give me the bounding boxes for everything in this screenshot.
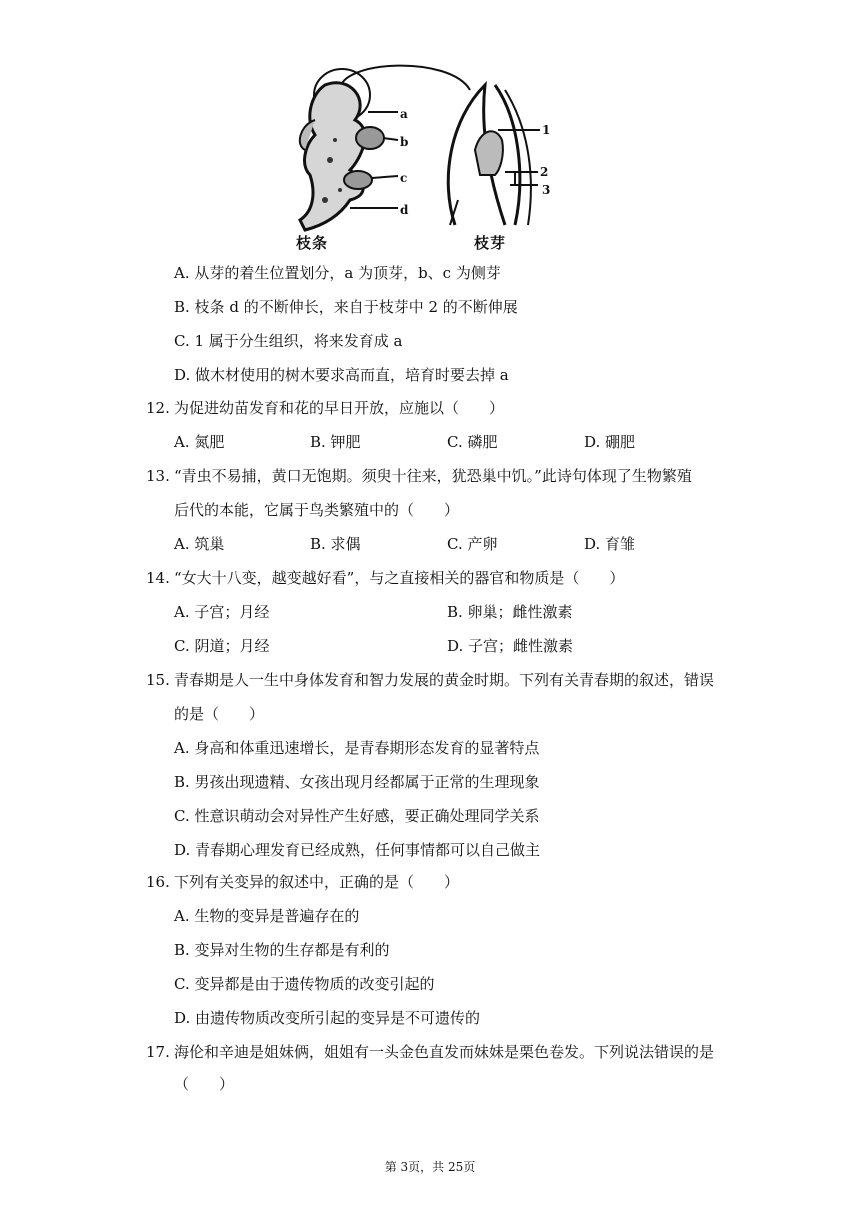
bud-label: 枝芽 [474,234,507,252]
q17-number: 17. [146,1043,170,1061]
q15-option-d: D. 青春期心理发育已经成熟，任何事情都可以自己做主 [174,841,541,859]
label-b: b [400,135,409,149]
q16-option-b: B. 变异对生物的生存都是有利的 [174,941,390,959]
q12-number: 12. [146,399,170,417]
label-2: 2 [540,165,549,179]
q15-stem-line2: 的是（ ） [174,705,265,723]
q16-option-c: C. 变异都是由于遗传物质的改变引起的 [174,975,435,993]
q13-stem-line1: “青虫不易捕，黄口无饱期。须臾十往来，犹恐巢中饥。”此诗句体现了生物繁殖 [174,467,692,485]
q14-option-c: C. 阴道；月经 [174,637,270,655]
figure-drawing [280,60,580,260]
q14-option-a: A. 子宫；月经 [174,603,270,621]
branch-label: 枝条 [296,234,329,252]
q15-number: 15. [146,671,170,689]
q14-stem: “女大十八变，越变越好看”，与之直接相关的器官和物质是（ ） [174,569,625,587]
q15-option-b: B. 男孩出现遗精、女孩出现月经都属于正常的生理现象 [174,773,540,791]
q17-stem-line1: 海伦和辛迪是姐妹俩，姐姐有一头金色直发而妹妹是栗色卷发。下列说法错误的是 [174,1043,715,1061]
q13-option-c: C. 产卵 [447,535,498,553]
q13-number: 13. [146,467,170,485]
q11-option-b: B. 枝条 d 的不断伸长，来自于枝芽中 2 的不断伸展 [174,298,518,316]
label-d: d [400,203,409,217]
q15-option-c: C. 性意识萌动会对异性产生好感，要正确处理同学关系 [174,807,540,825]
page-footer: 第 3页，共 25页 [384,1160,476,1174]
label-3: 3 [542,183,551,197]
label-c: c [400,171,408,185]
q13-option-a: A. 筑巢 [174,535,225,553]
label-a: a [400,107,408,121]
q16-number: 16. [146,873,170,891]
q16-option-a: A. 生物的变异是普遍存在的 [174,907,360,925]
q14-number: 14. [146,569,170,587]
q16-stem: 下列有关变异的叙述中，正确的是（ ） [174,873,460,891]
q15-option-a: A. 身高和体重迅速增长，是青春期形态发育的显著特点 [174,739,540,757]
q13-stem-line2: 后代的本能，它属于鸟类繁殖中的（ ） [174,501,460,519]
q12-stem: 为促进幼苗发育和花的早日开放，应施以（ ） [174,399,505,417]
q17-stem-line2: （ ） [174,1075,235,1093]
q11-option-c: C. 1 属于分生组织，将来发育成 a [174,332,403,350]
q12-option-c: C. 磷肥 [447,433,498,451]
q16-option-d: D. 由遗传物质改变所引起的变异是不可遗传的 [174,1009,481,1027]
q14-option-d: D. 子宫；雌性激素 [447,637,574,655]
q12-option-d: D. 硼肥 [584,433,636,451]
q12-option-a: A. 氮肥 [174,433,225,451]
q12-option-b: B. 钾肥 [310,433,361,451]
q13-option-b: B. 求偶 [310,535,361,553]
q11-option-a: A. 从芽的着生位置划分，a 为顶芽，b、c 为侧芽 [174,264,501,282]
q13-option-d: D. 育雏 [584,535,636,553]
q14-option-b: B. 卵巢；雌性激素 [447,603,573,621]
q15-stem-line1: 青春期是人一生中身体发育和智力发展的黄金时期。下列有关青春期的叙述，错误 [174,671,715,689]
branch-and-bud-figure [280,60,580,260]
label-1: 1 [542,123,551,137]
q11-option-d: D. 做木材使用的树木要求高而直，培育时要去掉 a [174,366,509,384]
